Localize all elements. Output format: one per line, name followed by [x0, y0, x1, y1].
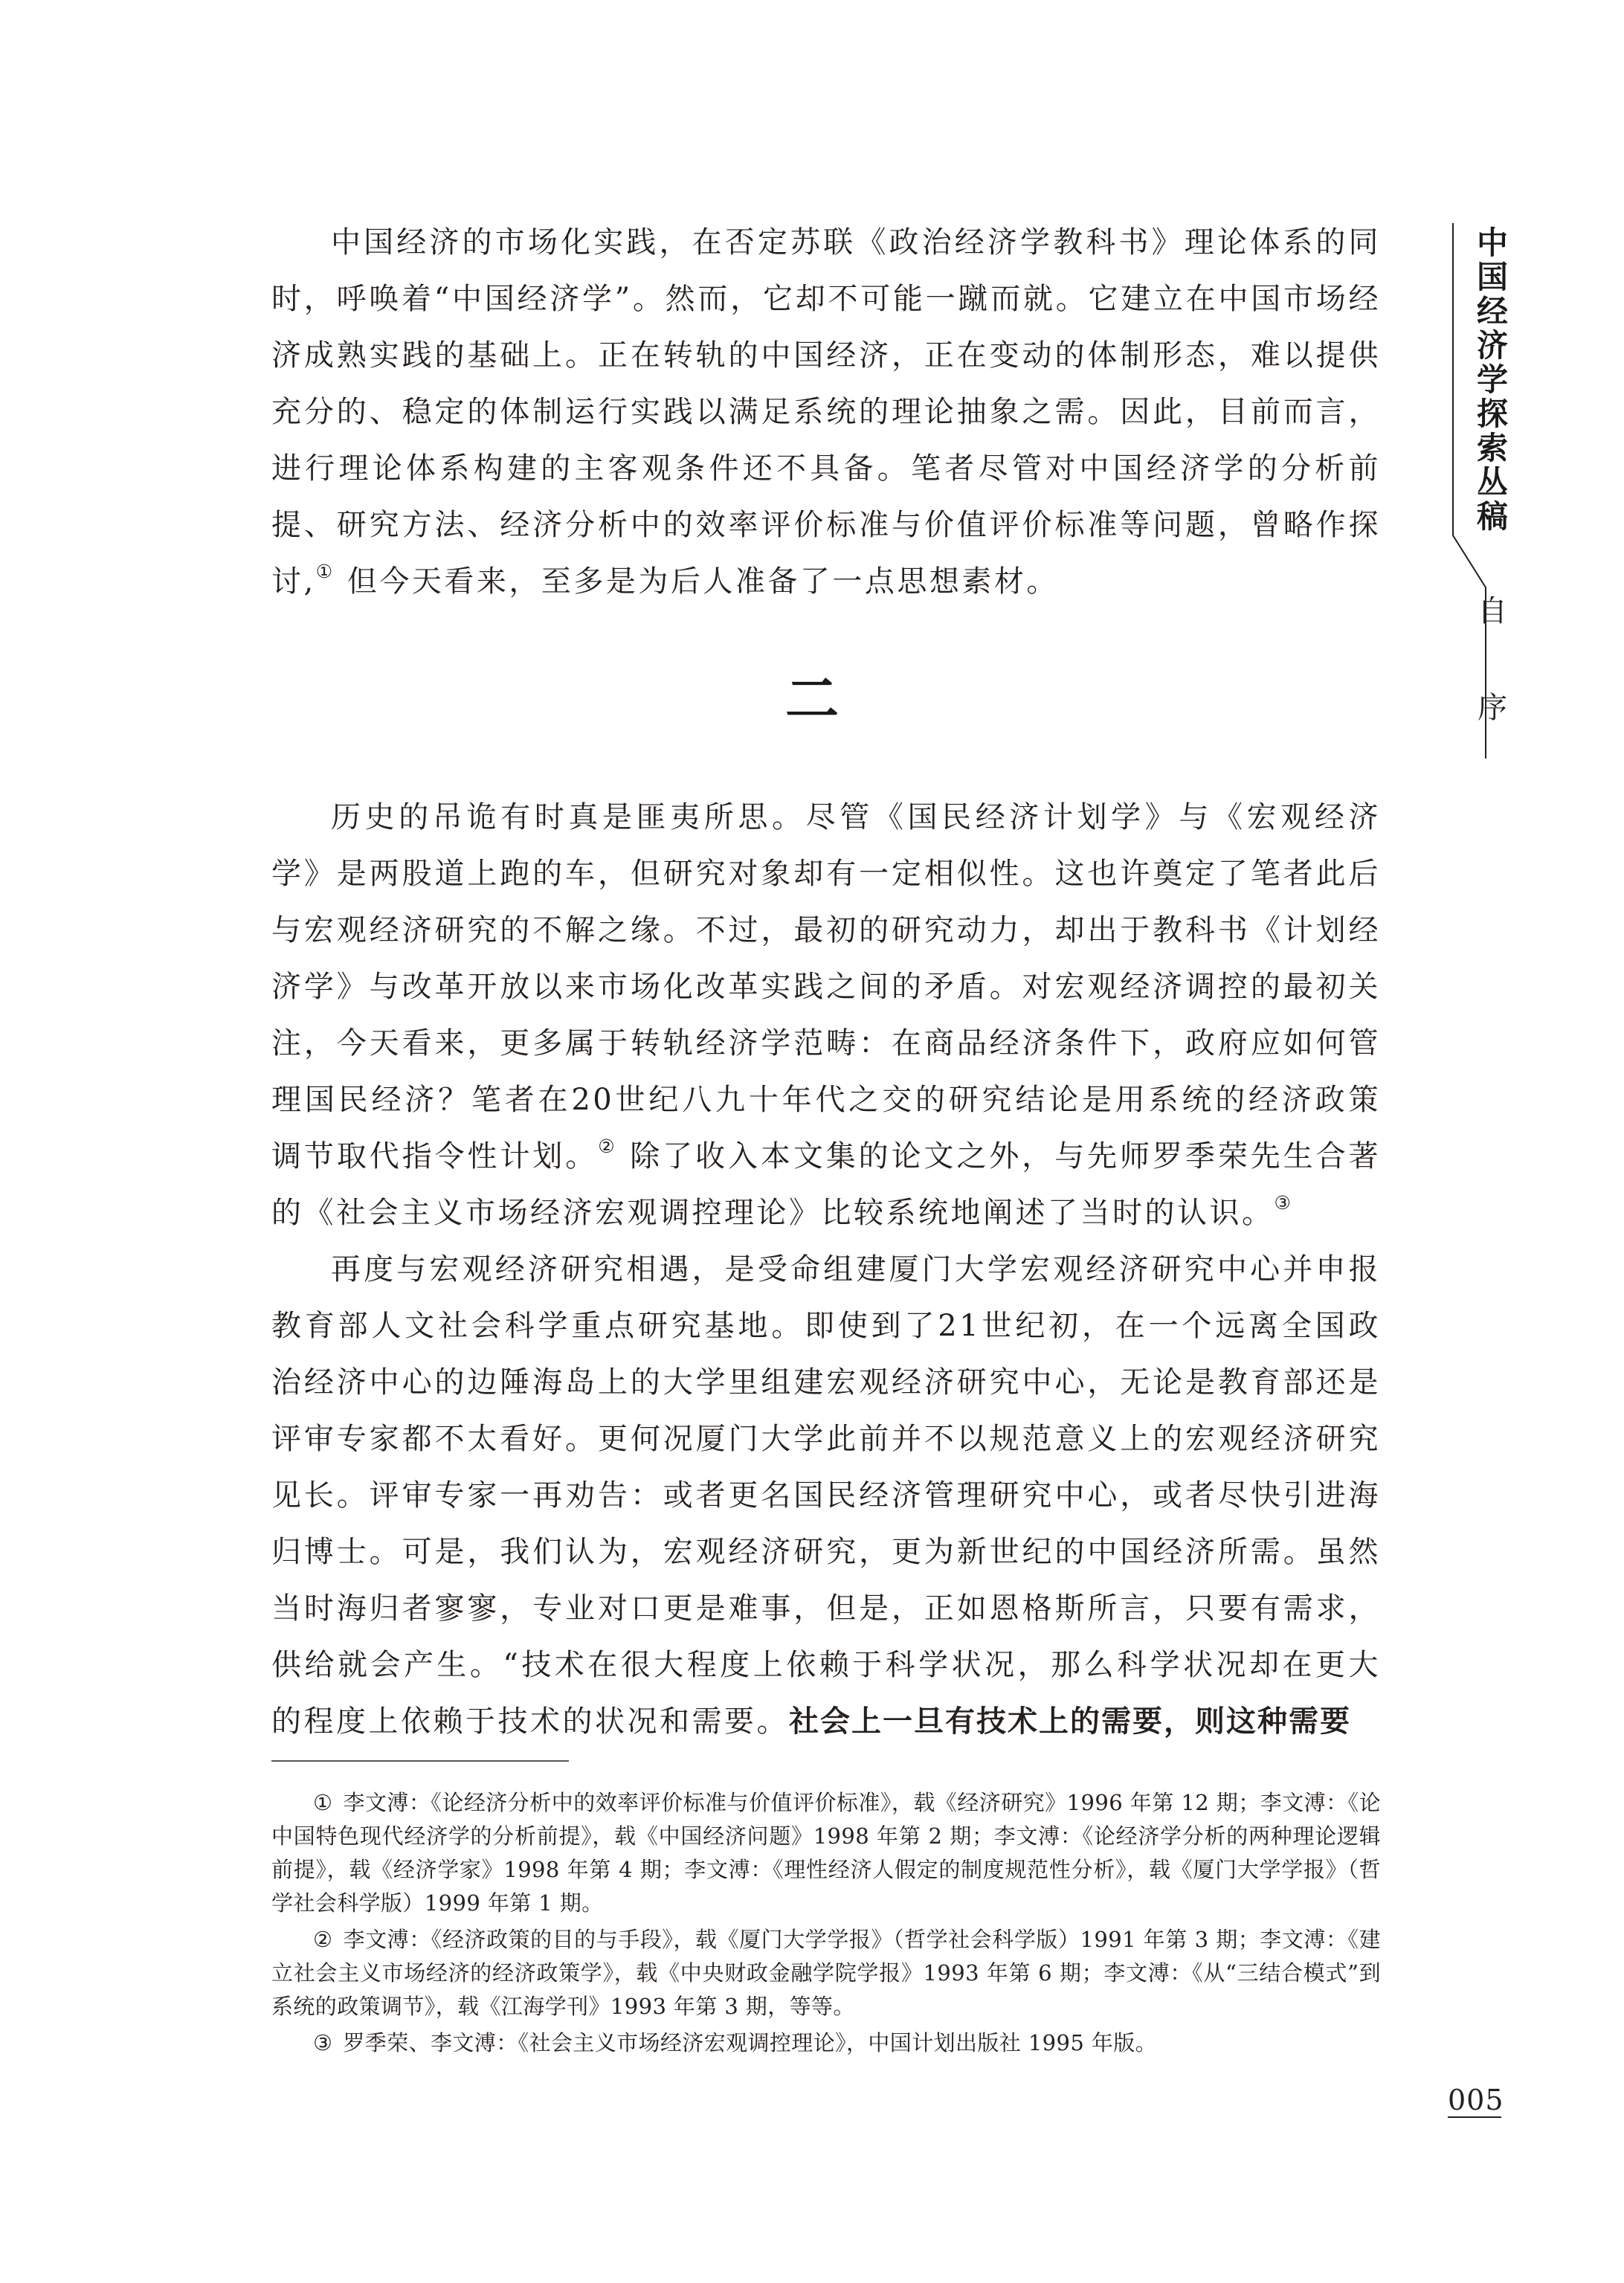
section-heading: 二: [784, 668, 839, 730]
body-block-2: [271, 789, 1381, 1750]
footnote-3-text: 罗季荣、李文溥：《社会主义市场经济宏观调控理论》，中国计划出版社 1995 年版。: [343, 2030, 1158, 2055]
footnote-1-text: 李文溥：《论经济分析中的效率评价标准与价值评价标准》，载《经济研究》1996 年第 12 期；李文溥：《论中国特色现代经济学的分析前提》，载《中国经济问题》1998 年第 2 期；李文溥：《论经济学分析的两种理论逻辑前提》，载《经济学家》1998 年第 4 期；李文溥：《理性经济人假定的制度规范性分析》，载《厦门大学学报》（哲学社会科学版）1999 年第 1 期。: [271, 1790, 1382, 1916]
page-number: 005: [1448, 2084, 1504, 2116]
paragraph-1: [271, 214, 1381, 610]
footnote-1-mark: ①: [313, 1790, 333, 1815]
footnote-3-mark: ③: [313, 2030, 333, 2055]
footnote-2-text: 李文溥：《经济政策的目的与手段》，载《厦门大学学报》（哲学社会科学版）1991 年第 3 期；李文溥：《建立社会主义市场经济的经济政策学》，载《中央财政金融学院学报》1993 年第 6 期；李文溥：《从“三结合模式”到系统的政策调节》，载《江海学刊》1993 年第 3 期，等等。: [271, 1927, 1381, 2019]
footnotes: [271, 1786, 1381, 2063]
paragraph-2-text-a: 历史的吊诡有时真是匪夷所思。尽管《国民经济计划学》与《宏观经济学》是两股道上跑的车，但研究对象却有一定相似性。这也许奠定了笔者此后与宏观经济研究的不解之缘。不过，最初的研究动力，却出于教科书《计划经济学》与改革开放以来市场化改革实践之间的矛盾。对宏观经济调控的最初关注，今天看来，更多属于转轨经济学范畴：在商品经济条件下，政府应如何管理国民经济？笔者在20世纪八九十年代之交的研究结论是用系统的经济政策调节取代指令性计划。: [271, 800, 1381, 1173]
paragraph-2-text-b: 除了收入本文集的论文之外，与先师罗季荣先生合著的《社会主义市场经济宏观调控理论》比较系统地阐述了当时的认识。: [271, 1139, 1382, 1230]
footnote-ref-1[interactable]: ①: [315, 561, 335, 582]
footnote-2-mark: ②: [313, 1927, 333, 1952]
footnote-ref-2[interactable]: ②: [598, 1136, 618, 1157]
paragraph-3-text-a: 再度与宏观经济研究相遇，是受命组建厦门大学宏观经济研究中心并申报教育部人文社会科学重点研究基地。即使到了21世纪初，在一个远离全国政治经济中心的边陲海岛上的大学里组建宏观经济研究中心，无论是教育部还是评审专家都不太看好。更何况厦门大学此前并不以规范意义上的宏观经济研究见长。评审专家一再劝告：或者更名国民经济管理研究中心，或者尽快引进海归博士。可是，我们认为，宏观经济研究，更为新世纪的中国经济所需。虽然当时海归者寥寥，专业对口更是难事，但是，正如恩格斯所言，只要有需求，供给就会产生。“技术在很大程度上依赖于科学状况，那么科学状况却在更大的程度上依赖于技术的状况和需要。: [271, 1252, 1381, 1739]
section-label-char-1: 自: [1478, 594, 1507, 628]
paragraph-3-bold-text: 社会上一旦有技术上的需要，则这种需要: [789, 1704, 1351, 1739]
footnote-3: [271, 2026, 1381, 2060]
footnote-ref-3[interactable]: ③: [1274, 1192, 1294, 1214]
footnote-2: [271, 1923, 1381, 2023]
section-label-char-2: 序: [1478, 691, 1507, 725]
body-block-1: [271, 214, 1381, 610]
series-title: 中国经济学探索丛稿: [1476, 225, 1508, 535]
paragraph-2: [271, 789, 1381, 1241]
paragraph-1-text-b: 但今天看来，至多是为后人准备了一点思想素材。: [335, 564, 1059, 599]
paragraph-1-text-a: 中国经济的市场化实践，在否定苏联《政治经济学教科书》理论体系的同时，呼唤着“中国经济学”。然而，它却不可能一蹴而就。它建立在中国市场经济成熟实践的基础上。正在转轨的中国经济，正在变动的体制形态，难以提供充分的、稳定的体制运行实践以满足系统的理论抽象之需。因此，目前而言，进行理论体系构建的主客观条件还不具备。笔者尽管对中国经济学的分析前提、研究方法、经济分析中的效率评价标准与价值评价标准等问题，曾略作探讨,: [271, 225, 1381, 599]
paragraph-3: [271, 1241, 1381, 1750]
footnote-1: [271, 1786, 1381, 1920]
footnote-divider: [271, 1760, 569, 1762]
